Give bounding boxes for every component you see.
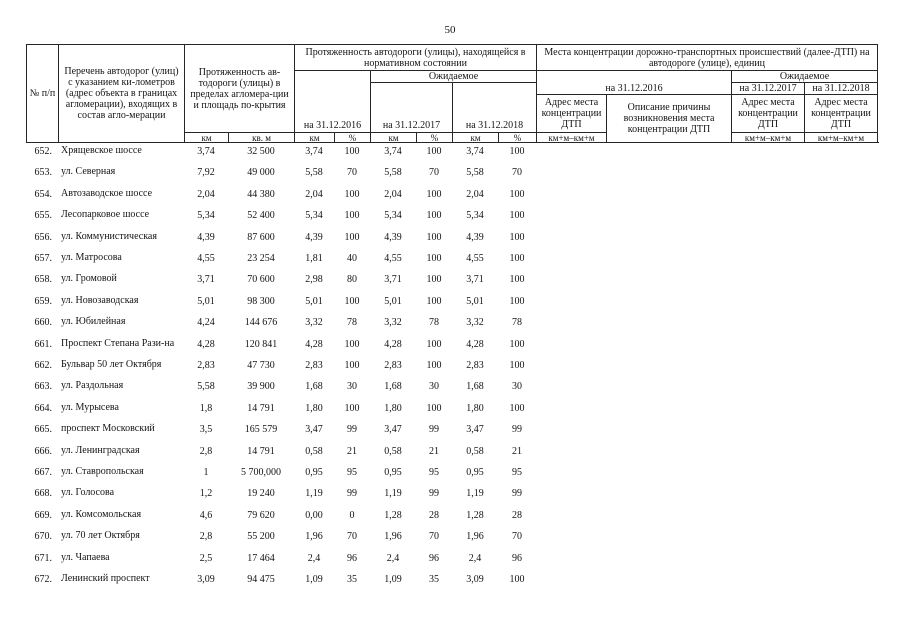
area-sqm: 98 300 xyxy=(247,296,275,307)
length-km: 7,92 xyxy=(197,167,215,178)
normative-2018-pct: 100 xyxy=(509,339,525,350)
area-sqm: 94 475 xyxy=(247,574,275,585)
normative-2016-pct: 100 xyxy=(344,403,360,414)
unit-2016-km: км xyxy=(294,132,334,142)
header-bottom-rule xyxy=(26,142,879,143)
length-km: 2,04 xyxy=(197,189,215,200)
row-number: 667. xyxy=(34,467,52,478)
header-dtp-2017: на 31.12.2017 xyxy=(731,82,804,94)
normative-2016-km: 1,80 xyxy=(305,403,323,414)
normative-2018-pct: 100 xyxy=(509,232,525,243)
row-number: 653. xyxy=(34,167,52,178)
header-dtp-description: Описание причины возникновения места концентрации ДТП xyxy=(606,94,731,142)
normative-2016-pct: 96 xyxy=(347,553,357,564)
normative-2016-pct: 99 xyxy=(347,488,357,499)
normative-2017-km: 3,74 xyxy=(384,146,402,157)
normative-2016-pct: 100 xyxy=(344,360,360,371)
area-sqm: 32 500 xyxy=(247,146,275,157)
normative-2016-km: 2,83 xyxy=(305,360,323,371)
header-normative-2017: на 31.12.2017 xyxy=(370,82,452,132)
area-sqm: 19 240 xyxy=(247,488,275,499)
normative-2018-pct: 100 xyxy=(509,189,525,200)
normative-2016-pct: 21 xyxy=(347,446,357,457)
normative-2016-pct: 100 xyxy=(344,146,360,157)
normative-2017-pct: 70 xyxy=(429,531,439,542)
normative-2018-pct: 100 xyxy=(509,253,525,264)
road-name: ул. Раздольная xyxy=(61,380,124,391)
unit-2018-pct: % xyxy=(498,132,536,142)
normative-2018-pct: 100 xyxy=(509,360,525,371)
normative-2018-km: 1,80 xyxy=(466,403,484,414)
normative-2016-pct: 35 xyxy=(347,574,357,585)
normative-2016-km: 1,81 xyxy=(305,253,323,264)
normative-2016-pct: 100 xyxy=(344,339,360,350)
normative-2016-pct: 80 xyxy=(347,274,357,285)
length-km: 4,39 xyxy=(197,232,215,243)
normative-2016-pct: 70 xyxy=(347,167,357,178)
header-dtp-2016: на 31.12.2016 xyxy=(536,70,731,94)
length-km: 4,55 xyxy=(197,253,215,264)
normative-2017-pct: 70 xyxy=(429,167,439,178)
normative-2017-pct: 30 xyxy=(429,381,439,392)
row-number: 662. xyxy=(34,360,52,371)
normative-2018-km: 2,04 xyxy=(466,189,484,200)
normative-2016-km: 3,32 xyxy=(305,317,323,328)
length-km: 5,34 xyxy=(197,210,215,221)
normative-2016-km: 0,58 xyxy=(305,446,323,457)
normative-2017-km: 1,80 xyxy=(384,403,402,414)
normative-2017-pct: 100 xyxy=(426,360,442,371)
normative-2018-km: 3,74 xyxy=(466,146,484,157)
row-number: 664. xyxy=(34,403,52,414)
normative-2017-km: 3,71 xyxy=(384,274,402,285)
normative-2018-pct: 100 xyxy=(509,146,525,157)
normative-2018-pct: 28 xyxy=(512,510,522,521)
header-dtp-2018: на 31.12.2018 xyxy=(804,82,878,94)
normative-2017-pct: 78 xyxy=(429,317,439,328)
unit-2016-pct: % xyxy=(334,132,370,142)
normative-2018-pct: 96 xyxy=(512,553,522,564)
normative-2017-pct: 99 xyxy=(429,488,439,499)
header-dtp-address-2017: Адрес места концентрации ДТП xyxy=(731,94,804,132)
normative-2017-pct: 28 xyxy=(429,510,439,521)
normative-2016-pct: 100 xyxy=(344,232,360,243)
normative-2016-km: 0,95 xyxy=(305,467,323,478)
normative-2017-km: 5,01 xyxy=(384,296,402,307)
area-sqm: 14 791 xyxy=(247,446,275,457)
normative-2016-km: 4,39 xyxy=(305,232,323,243)
normative-2018-pct: 95 xyxy=(512,467,522,478)
length-km: 2,8 xyxy=(199,531,213,542)
road-name: ул. Мурысева xyxy=(61,402,119,413)
normative-2017-pct: 96 xyxy=(429,553,439,564)
normative-2017-pct: 95 xyxy=(429,467,439,478)
normative-2017-pct: 100 xyxy=(426,189,442,200)
normative-2016-pct: 78 xyxy=(347,317,357,328)
length-km: 1,8 xyxy=(199,403,213,414)
area-sqm: 70 600 xyxy=(247,274,275,285)
length-km: 1 xyxy=(203,467,209,478)
row-number: 660. xyxy=(34,317,52,328)
area-sqm: 55 200 xyxy=(247,531,275,542)
road-name: ул. Северная xyxy=(61,166,116,177)
normative-2018-km: 1,96 xyxy=(466,531,484,542)
normative-2016-km: 3,74 xyxy=(305,146,323,157)
normative-2016-pct: 30 xyxy=(347,381,357,392)
normative-2016-pct: 100 xyxy=(344,296,360,307)
length-km: 4,24 xyxy=(197,317,215,328)
normative-2018-pct: 30 xyxy=(512,381,522,392)
normative-2018-km: 1,68 xyxy=(466,381,484,392)
normative-2017-km: 1,09 xyxy=(384,574,402,585)
normative-2018-km: 4,55 xyxy=(466,253,484,264)
row-number: 663. xyxy=(34,381,52,392)
header-normative-2016: на 31.12.2016 xyxy=(294,70,370,132)
normative-2016-pct: 40 xyxy=(347,253,357,264)
normative-2017-pct: 100 xyxy=(426,210,442,221)
normative-2017-km: 4,39 xyxy=(384,232,402,243)
row-number: 665. xyxy=(34,424,52,435)
normative-2017-pct: 100 xyxy=(426,339,442,350)
header-normative-expected: Ожидаемое xyxy=(370,70,536,82)
normative-2016-km: 1,68 xyxy=(305,381,323,392)
unit-length-km: км xyxy=(184,132,228,142)
road-name: ул. Комсомольская xyxy=(61,509,142,520)
header-normative-2018: на 31.12.2018 xyxy=(452,82,536,132)
row-number: 661. xyxy=(34,339,52,350)
unit-dtp-2016: км+м–км+м xyxy=(536,132,606,142)
normative-2018-km: 5,01 xyxy=(466,296,484,307)
length-km: 3,74 xyxy=(197,146,215,157)
road-name: ул. Громовой xyxy=(61,273,117,284)
normative-2017-km: 4,28 xyxy=(384,339,402,350)
row-number: 666. xyxy=(34,446,52,457)
normative-2016-km: 2,98 xyxy=(305,274,323,285)
area-sqm: 79 620 xyxy=(247,510,275,521)
normative-2017-pct: 100 xyxy=(426,274,442,285)
unit-dtp-2017: км+м–км+м xyxy=(731,132,804,142)
length-km: 5,01 xyxy=(197,296,215,307)
row-number: 655. xyxy=(34,210,52,221)
area-sqm: 144 676 xyxy=(244,317,278,328)
road-name: ул. Ленинградская xyxy=(61,445,140,456)
unit-2017-km: км xyxy=(370,132,416,142)
header-normative-state: Протяженность автодороги (улицы), находящейся в нормативном состоянии xyxy=(294,44,536,70)
road-name: ул. Юбилейная xyxy=(61,316,126,327)
length-km: 4,6 xyxy=(199,510,213,521)
normative-2018-km: 2,83 xyxy=(466,360,484,371)
normative-2016-pct: 95 xyxy=(347,467,357,478)
road-name: Лесопарковое шоссе xyxy=(61,209,150,220)
length-km: 5,58 xyxy=(197,381,215,392)
normative-2018-pct: 78 xyxy=(512,317,522,328)
normative-2017-km: 5,34 xyxy=(384,210,402,221)
normative-2018-pct: 21 xyxy=(512,446,522,457)
area-sqm: 52 400 xyxy=(247,210,275,221)
normative-2016-km: 5,01 xyxy=(305,296,323,307)
normative-2017-km: 1,28 xyxy=(384,510,402,521)
normative-2017-km: 0,95 xyxy=(384,467,402,478)
normative-2017-pct: 99 xyxy=(429,424,439,435)
header-dtp-address-2018: Адрес места концентрации ДТП xyxy=(804,94,878,132)
normative-2016-pct: 100 xyxy=(344,210,360,221)
normative-2018-km: 4,28 xyxy=(466,339,484,350)
normative-2018-km: 4,39 xyxy=(466,232,484,243)
road-name: ул. Коммунистическая xyxy=(61,231,157,242)
normative-2017-pct: 100 xyxy=(426,253,442,264)
area-sqm: 17 464 xyxy=(247,553,275,564)
normative-2018-pct: 99 xyxy=(512,488,522,499)
length-km: 2,8 xyxy=(199,446,213,457)
area-sqm: 5 700,000 xyxy=(241,467,281,478)
normative-2017-km: 5,58 xyxy=(384,167,402,178)
header-no: № п/п xyxy=(26,44,58,142)
row-number: 668. xyxy=(34,488,52,499)
normative-2018-km: 0,58 xyxy=(466,446,484,457)
road-name: ул. Новозаводская xyxy=(61,295,139,306)
area-sqm: 44 380 xyxy=(247,189,275,200)
row-number: 672. xyxy=(34,574,52,585)
normative-2017-km: 3,32 xyxy=(384,317,402,328)
normative-2018-km: 5,58 xyxy=(466,167,484,178)
row-number: 669. xyxy=(34,510,52,521)
road-name: ул. Ставропольская xyxy=(61,466,144,477)
row-number: 657. xyxy=(34,253,52,264)
road-name: Бульвар 50 лет Октября xyxy=(61,359,162,370)
length-km: 4,28 xyxy=(197,339,215,350)
row-number: 652. xyxy=(34,146,52,157)
normative-2017-pct: 35 xyxy=(429,574,439,585)
normative-2018-pct: 100 xyxy=(509,210,525,221)
normative-2018-km: 3,32 xyxy=(466,317,484,328)
normative-2017-pct: 100 xyxy=(426,403,442,414)
header-road-list: Перечень автодорог (улиц) с указанием ки-лометров (адрес объекта в границах агломерации), входящих в состав агло-мерации xyxy=(58,44,184,142)
normative-2016-km: 1,96 xyxy=(305,531,323,542)
normative-2018-km: 1,19 xyxy=(466,488,484,499)
header-length-area: Протяженность ав-тодороги (улицы) в пределах агломера-ции и площадь по-крытия xyxy=(184,44,294,132)
normative-2016-pct: 70 xyxy=(347,531,357,542)
road-name: ул. Матросова xyxy=(61,252,122,263)
row-number: 671. xyxy=(34,553,52,564)
area-sqm: 14 791 xyxy=(247,403,275,414)
normative-2018-km: 3,47 xyxy=(466,424,484,435)
row-number: 654. xyxy=(34,189,52,200)
unit-dtp-2018: км+м–км+м xyxy=(804,132,878,142)
length-km: 2,83 xyxy=(197,360,215,371)
normative-2016-km: 2,04 xyxy=(305,189,323,200)
normative-2017-km: 1,96 xyxy=(384,531,402,542)
header-dtp: Места концентрации дорожно-транспортных происшествий (далее-ДТП) на автодороге (улице), единиц xyxy=(536,44,878,70)
area-sqm: 165 579 xyxy=(244,424,278,435)
road-name: ул. 70 лет Октября xyxy=(61,530,140,541)
road-name: Автозаводское шоссе xyxy=(61,188,153,199)
normative-2017-km: 2,04 xyxy=(384,189,402,200)
normative-2016-km: 2,4 xyxy=(307,553,321,564)
normative-2017-pct: 100 xyxy=(426,296,442,307)
unit-2017-pct: % xyxy=(416,132,452,142)
normative-2018-pct: 100 xyxy=(509,296,525,307)
normative-2018-pct: 100 xyxy=(509,274,525,285)
unit-2018-km: км xyxy=(452,132,498,142)
page-number: 50 xyxy=(444,24,456,36)
normative-2016-km: 1,09 xyxy=(305,574,323,585)
road-name: Проспект Степана Рази-на xyxy=(61,338,175,349)
normative-2017-km: 0,58 xyxy=(384,446,402,457)
header-dtp-expected: Ожидаемое xyxy=(731,70,878,82)
normative-2017-km: 1,19 xyxy=(384,488,402,499)
normative-2016-km: 1,19 xyxy=(305,488,323,499)
length-km: 3,71 xyxy=(197,274,215,285)
normative-2018-km: 3,09 xyxy=(466,574,484,585)
normative-2018-km: 2,4 xyxy=(468,553,482,564)
normative-2017-pct: 21 xyxy=(429,446,439,457)
area-sqm: 47 730 xyxy=(247,360,275,371)
area-sqm: 49 000 xyxy=(247,167,275,178)
row-number: 656. xyxy=(34,232,52,243)
row-number: 658. xyxy=(34,274,52,285)
normative-2018-km: 3,71 xyxy=(466,274,484,285)
normative-2018-pct: 70 xyxy=(512,531,522,542)
area-sqm: 23 254 xyxy=(247,253,275,264)
normative-2018-km: 1,28 xyxy=(466,510,484,521)
header-dtp-address-2016: Адрес места концентрации ДТП xyxy=(536,94,606,132)
normative-2018-km: 0,95 xyxy=(466,467,484,478)
row-number: 670. xyxy=(34,531,52,542)
normative-2017-km: 2,4 xyxy=(386,553,400,564)
normative-2018-pct: 99 xyxy=(512,424,522,435)
normative-2017-pct: 100 xyxy=(426,232,442,243)
normative-2016-pct: 100 xyxy=(344,189,360,200)
road-name: Ленинский проспект xyxy=(61,573,150,584)
normative-2016-km: 0,00 xyxy=(305,510,323,521)
normative-2018-km: 5,34 xyxy=(466,210,484,221)
normative-2017-km: 3,47 xyxy=(384,424,402,435)
unit-area-sqm: кв. м xyxy=(228,132,294,142)
normative-2017-pct: 100 xyxy=(426,146,442,157)
length-km: 3,09 xyxy=(197,574,215,585)
normative-2018-pct: 70 xyxy=(512,167,522,178)
road-name: ул. Голосова xyxy=(61,487,115,498)
road-name: проспект Московский xyxy=(61,423,155,434)
normative-2016-pct: 0 xyxy=(349,510,355,521)
normative-2016-km: 5,34 xyxy=(305,210,323,221)
area-sqm: 120 841 xyxy=(244,339,278,350)
road-name: Хрящевское шоссе xyxy=(61,145,142,156)
normative-2018-pct: 100 xyxy=(509,574,525,585)
area-sqm: 39 900 xyxy=(247,381,275,392)
normative-2018-pct: 100 xyxy=(509,403,525,414)
normative-2017-km: 1,68 xyxy=(384,381,402,392)
normative-2016-km: 5,58 xyxy=(305,167,323,178)
road-name: ул. Чапаева xyxy=(61,552,110,563)
length-km: 2,5 xyxy=(199,553,213,564)
area-sqm: 87 600 xyxy=(247,232,275,243)
normative-2017-km: 2,83 xyxy=(384,360,402,371)
normative-2016-pct: 99 xyxy=(347,424,357,435)
row-number: 659. xyxy=(34,296,52,307)
length-km: 1,2 xyxy=(199,488,213,499)
length-km: 3,5 xyxy=(199,424,213,435)
normative-2016-km: 4,28 xyxy=(305,339,323,350)
normative-2016-km: 3,47 xyxy=(305,424,323,435)
normative-2017-km: 4,55 xyxy=(384,253,402,264)
